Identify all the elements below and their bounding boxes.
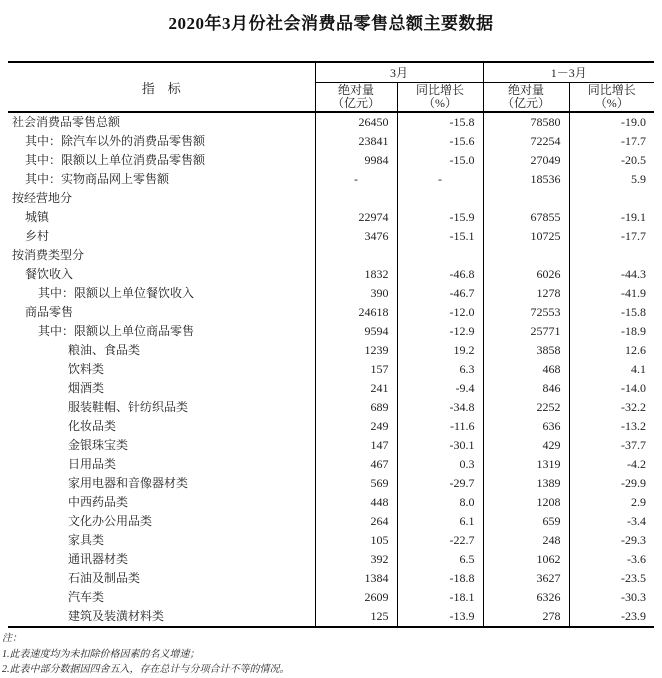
header-march-absolute (315, 83, 397, 113)
value-cell: -18.8 (397, 569, 483, 588)
value-cell (315, 246, 397, 265)
indicator-cell: 其中：限额以上单位消费品零售额 (25, 153, 206, 167)
value-cell: -41.9 (569, 284, 654, 303)
value-cell: 67855 (483, 208, 569, 227)
value-cell: 125 (315, 607, 397, 627)
value-cell: -17.7 (569, 132, 654, 151)
table-row (8, 379, 654, 398)
value-cell: 2252 (483, 398, 569, 417)
indicator-cell: 金银珠宝类 (68, 438, 129, 452)
table-row (8, 436, 654, 455)
table-row (8, 550, 654, 569)
indicator-cell: 其中：限额以上单位餐饮收入 (38, 286, 195, 300)
indicator-cell: 社会消费品零售总额 (12, 115, 121, 129)
value-cell: -29.7 (397, 474, 483, 493)
table-row (8, 151, 654, 170)
value-cell: -29.9 (569, 474, 654, 493)
value-cell: 689 (315, 398, 397, 417)
indicator-cell: 按消费类型分 (12, 248, 85, 262)
value-cell: 3627 (483, 569, 569, 588)
table-row (8, 112, 654, 132)
value-cell: -15.8 (397, 112, 483, 132)
table-row (8, 303, 654, 322)
value-cell: 4.1 (569, 360, 654, 379)
value-cell: -15.8 (569, 303, 654, 322)
value-cell: -12.0 (397, 303, 483, 322)
header-group-jan-mar: 1－3月 (483, 62, 654, 83)
value-cell: -46.7 (397, 284, 483, 303)
value-cell: 27049 (483, 151, 569, 170)
table-row (8, 246, 654, 265)
value-cell: 569 (315, 474, 397, 493)
value-cell: 23841 (315, 132, 397, 151)
value-cell: -18.1 (397, 588, 483, 607)
value-cell (569, 189, 654, 208)
value-cell: 6.1 (397, 512, 483, 531)
header-indicator: 指 标 (8, 62, 315, 112)
header-jan-mar-yoy (569, 83, 654, 113)
value-cell: -11.6 (397, 417, 483, 436)
value-cell: 264 (315, 512, 397, 531)
value-cell: -44.3 (569, 265, 654, 284)
value-cell: 636 (483, 417, 569, 436)
retail-sales-table (8, 61, 654, 628)
table-row (8, 341, 654, 360)
value-cell: -19.0 (569, 112, 654, 132)
value-cell: -15.9 (397, 208, 483, 227)
value-cell (397, 189, 483, 208)
value-cell: 6326 (483, 588, 569, 607)
value-cell: 467 (315, 455, 397, 474)
value-cell: 448 (315, 493, 397, 512)
indicator-cell: 乡村 (25, 229, 50, 243)
value-cell: 24618 (315, 303, 397, 322)
indicator-cell: 商品零售 (25, 305, 74, 319)
table-body (8, 112, 654, 627)
indicator-cell: 粮油、食品类 (68, 343, 141, 357)
note-item-1: 1.此表速度均为未扣除价格因素的名义增速； (2, 648, 200, 660)
value-cell: 72254 (483, 132, 569, 151)
value-cell: 3476 (315, 227, 397, 246)
value-cell: 19.2 (397, 341, 483, 360)
value-cell: 1389 (483, 474, 569, 493)
value-cell: 9984 (315, 151, 397, 170)
value-cell: -18.9 (569, 322, 654, 341)
value-cell: -19.1 (569, 208, 654, 227)
value-cell: 1208 (483, 493, 569, 512)
table-row (8, 189, 654, 208)
value-cell (569, 246, 654, 265)
table-row (8, 227, 654, 246)
value-cell: 10725 (483, 227, 569, 246)
note-item-2: 2.此表中部分数据因四舍五入，存在总计与分项合计不等的情况。 (2, 664, 290, 675)
value-cell: -14.0 (569, 379, 654, 398)
value-cell (483, 189, 569, 208)
header-jan-mar-absolute (483, 83, 569, 113)
header-march-yoy (397, 83, 483, 113)
value-cell: 1278 (483, 284, 569, 303)
table-row (8, 512, 654, 531)
header-line: 绝对量 (337, 83, 374, 97)
value-cell: 3858 (483, 341, 569, 360)
value-cell: 2.9 (569, 493, 654, 512)
table-row (8, 170, 654, 189)
value-cell: -37.7 (569, 436, 654, 455)
value-cell: -32.2 (569, 398, 654, 417)
value-cell: -15.6 (397, 132, 483, 151)
indicator-cell: 按经营地分 (12, 191, 73, 205)
value-cell: 78580 (483, 112, 569, 132)
indicator-cell: 文化办公用品类 (68, 514, 153, 528)
value-cell: -34.8 (397, 398, 483, 417)
indicator-cell: 化妆品类 (68, 419, 117, 433)
table-row (8, 569, 654, 588)
value-cell: -15.1 (397, 227, 483, 246)
indicator-cell: 家用电器和音像器材类 (68, 476, 189, 490)
indicator-cell: 其中：除汽车以外的消费品零售额 (25, 134, 206, 148)
page-title: 2020年3月份社会消费品零售总额主要数据 (168, 14, 494, 33)
value-cell: -9.4 (397, 379, 483, 398)
value-cell: - (397, 170, 483, 189)
value-cell: -13.2 (569, 417, 654, 436)
value-cell: 278 (483, 607, 569, 627)
value-cell: 18536 (483, 170, 569, 189)
value-cell: -22.7 (397, 531, 483, 550)
value-cell: 1062 (483, 550, 569, 569)
indicator-cell: 日用品类 (68, 457, 117, 471)
table-row (8, 208, 654, 227)
value-cell: -20.5 (569, 151, 654, 170)
value-cell: 6026 (483, 265, 569, 284)
indicator-cell: 通讯器材类 (68, 552, 129, 566)
table-row (8, 455, 654, 474)
value-cell: 105 (315, 531, 397, 550)
header-line: （%） (423, 96, 457, 110)
value-cell (315, 189, 397, 208)
notes-heading: 注： (2, 633, 22, 644)
value-cell: -12.9 (397, 322, 483, 341)
table-row (8, 531, 654, 550)
value-cell: -29.3 (569, 531, 654, 550)
value-cell: - (315, 170, 397, 189)
value-cell: 6.3 (397, 360, 483, 379)
value-cell: 429 (483, 436, 569, 455)
indicator-cell: 其中：实物商品网上零售额 (25, 172, 170, 186)
value-cell: -17.7 (569, 227, 654, 246)
header-line: （%） (594, 96, 629, 110)
table-row (8, 474, 654, 493)
value-cell: -3.6 (569, 550, 654, 569)
value-cell: -3.4 (569, 512, 654, 531)
value-cell: -46.8 (397, 265, 483, 284)
value-cell: 157 (315, 360, 397, 379)
value-cell: -23.5 (569, 569, 654, 588)
value-cell: 249 (315, 417, 397, 436)
value-cell: 2609 (315, 588, 397, 607)
table-row (8, 588, 654, 607)
value-cell: 12.6 (569, 341, 654, 360)
indicator-cell: 石油及制品类 (68, 571, 141, 585)
table-row (8, 360, 654, 379)
indicator-cell: 城镇 (25, 210, 50, 224)
table-row (8, 417, 654, 436)
value-cell (483, 246, 569, 265)
header-line: 同比增长 (416, 83, 465, 97)
header-line: （亿元） (331, 96, 380, 110)
notes (2, 631, 662, 678)
value-cell: 1384 (315, 569, 397, 588)
table-row (8, 607, 654, 627)
value-cell: 241 (315, 379, 397, 398)
value-cell: 9594 (315, 322, 397, 341)
header-group-march: 3月 (315, 62, 483, 83)
value-cell: -4.2 (569, 455, 654, 474)
table-row (8, 284, 654, 303)
indicator-cell: 服装鞋帽、针纺织品类 (68, 400, 189, 414)
value-cell: 392 (315, 550, 397, 569)
value-cell: 8.0 (397, 493, 483, 512)
header-line: 绝对量 (508, 83, 545, 97)
value-cell: 22974 (315, 208, 397, 227)
value-cell: 1239 (315, 341, 397, 360)
header-line: 同比增长 (587, 83, 636, 97)
indicator-cell: 建筑及装潢材料类 (68, 609, 165, 623)
table-row (8, 398, 654, 417)
value-cell: 1319 (483, 455, 569, 474)
indicator-cell: 其中：限额以上单位商品零售 (38, 324, 195, 338)
value-cell: 0.3 (397, 455, 483, 474)
table-row (8, 132, 654, 151)
header-line: （亿元） (502, 96, 551, 110)
indicator-cell: 饮料类 (68, 362, 105, 376)
value-cell: 5.9 (569, 170, 654, 189)
value-cell: -23.9 (569, 607, 654, 627)
value-cell: 1832 (315, 265, 397, 284)
value-cell: 147 (315, 436, 397, 455)
value-cell: 659 (483, 512, 569, 531)
header-group-row (8, 62, 654, 83)
value-cell: 390 (315, 284, 397, 303)
indicator-cell: 汽车类 (68, 590, 105, 604)
value-cell: -30.1 (397, 436, 483, 455)
value-cell: 72553 (483, 303, 569, 322)
indicator-cell: 中西药品类 (68, 495, 129, 509)
value-cell: 25771 (483, 322, 569, 341)
indicator-cell: 餐饮收入 (25, 267, 74, 281)
table-row (8, 493, 654, 512)
table-row (8, 265, 654, 284)
table-row (8, 322, 654, 341)
value-cell: 468 (483, 360, 569, 379)
value-cell: -15.0 (397, 151, 483, 170)
value-cell: 26450 (315, 112, 397, 132)
table-header (8, 62, 654, 112)
value-cell: 846 (483, 379, 569, 398)
value-cell (397, 246, 483, 265)
indicator-cell: 烟酒类 (68, 381, 105, 395)
value-cell: 6.5 (397, 550, 483, 569)
value-cell: -30.3 (569, 588, 654, 607)
indicator-cell: 家具类 (68, 533, 105, 547)
value-cell: 248 (483, 531, 569, 550)
value-cell: -13.9 (397, 607, 483, 627)
